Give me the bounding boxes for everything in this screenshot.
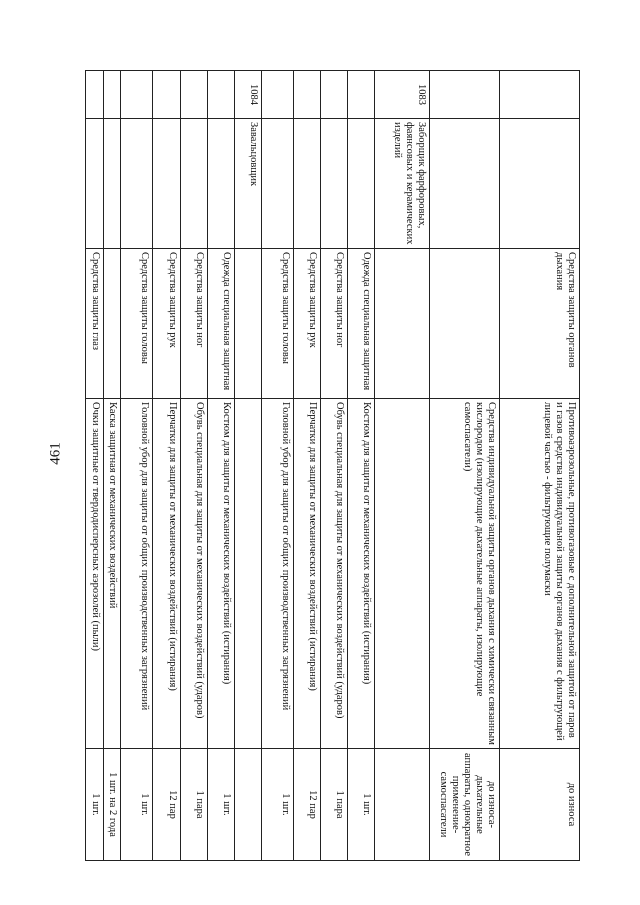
row-number-cell (104, 71, 121, 119)
ppe-type-cell: Средства защиты рук (294, 249, 321, 399)
issue-quantity-cell: 1 шт. (262, 749, 294, 861)
table-row (153, 71, 181, 861)
ppe-type-cell: Средства защиты ног (181, 249, 208, 399)
table-row (321, 71, 348, 861)
issue-quantity-cell: до износа- дыхательные аппараты, однократное применение- самоспасатели (430, 749, 500, 861)
ppe-norm-cell: Обувь специальная для защиты от механических воздействий (ударов) (181, 399, 208, 749)
row-number-cell: 1084 (235, 71, 262, 119)
table-row (208, 71, 235, 861)
issue-quantity-cell: 1 шт. (86, 749, 104, 861)
issue-quantity-cell (235, 749, 262, 861)
row-number-cell (262, 71, 294, 119)
row-number-cell (153, 71, 181, 119)
ppe-type-cell: Средства защиты головы (262, 249, 294, 399)
ppe-type-cell: Средства защиты рук (153, 249, 181, 399)
row-number-cell: 1083 (375, 71, 430, 119)
issue-quantity-cell: 12 пар (294, 749, 321, 861)
table-row (181, 71, 208, 861)
issue-quantity-cell: 1 пара (181, 749, 208, 861)
issue-quantity-cell: 1 пара (321, 749, 348, 861)
rotated-table-wrapper (80, 70, 580, 860)
profession-cell (348, 119, 375, 249)
table-row (375, 71, 430, 861)
ppe-norms-table (85, 70, 580, 861)
table-row (235, 71, 262, 861)
ppe-norm-cell (235, 399, 262, 749)
profession-cell (121, 119, 153, 249)
profession-cell (262, 119, 294, 249)
profession-cell (294, 119, 321, 249)
row-number-cell (208, 71, 235, 119)
ppe-type-cell (430, 249, 500, 399)
profession-cell: Заборщик фарфоровых, фаянсовых и керамических изделий (375, 119, 430, 249)
table-row (294, 71, 321, 861)
row-number-cell (430, 71, 500, 119)
table-row (262, 71, 294, 861)
ppe-type-cell: Одежда специальная защитная (208, 249, 235, 399)
profession-cell (86, 119, 104, 249)
table-row (348, 71, 375, 861)
row-number-cell (121, 71, 153, 119)
row-number-cell (321, 71, 348, 119)
ppe-norm-cell: Противоаэрозольные, противогазовые с дополнительной защитой от паров и газов средства индивидуальной защиты органов дыхания с фильтрующей лицевой частью - фильтрующие полумаски (500, 399, 580, 749)
ppe-norm-cell: Головной убор для защиты от общих производственных загрязнений (262, 399, 294, 749)
issue-quantity-cell: 1 шт. (348, 749, 375, 861)
ppe-norm-cell: Перчатки для защиты от механических воздействий (истирания) (294, 399, 321, 749)
ppe-type-cell (235, 249, 262, 399)
ppe-type-cell: Средства защиты ног (321, 249, 348, 399)
ppe-norm-cell: Перчатки для защиты от механических воздействий (истирания) (153, 399, 181, 749)
table-row (500, 71, 580, 861)
page-number: 461 (47, 442, 64, 465)
row-number-cell (500, 71, 580, 119)
table-row (104, 71, 121, 861)
ppe-norm-cell: Очки защитные от твердодисперсных аэрозолей (пыли) (86, 399, 104, 749)
ppe-type-cell (104, 249, 121, 399)
ppe-norm-cell: Костюм для защиты от механических воздействий (истирания) (348, 399, 375, 749)
issue-quantity-cell: 12 пар (153, 749, 181, 861)
issue-quantity-cell: 1 шт. (208, 749, 235, 861)
ppe-type-cell: Средства защиты органов дыхания (500, 249, 580, 399)
issue-quantity-cell: до износа (500, 749, 580, 861)
table-row (121, 71, 153, 861)
table-row (86, 71, 104, 861)
ppe-type-cell: Средства защиты глаз (86, 249, 104, 399)
issue-quantity-cell: 1 шт. на 2 года (104, 749, 121, 861)
issue-quantity-cell (375, 749, 430, 861)
profession-cell (153, 119, 181, 249)
profession-cell (181, 119, 208, 249)
ppe-type-cell (375, 249, 430, 399)
profession-cell (208, 119, 235, 249)
profession-cell: Завальцовщик (235, 119, 262, 249)
ppe-type-cell: Одежда специальная защитная (348, 249, 375, 399)
profession-cell (430, 119, 500, 249)
row-number-cell (348, 71, 375, 119)
profession-cell (104, 119, 121, 249)
ppe-norm-cell: Обувь специальная для защиты от механических воздействий (ударов) (321, 399, 348, 749)
ppe-norm-cell: Средства индивидуальной защиты органов дыхания с химически связанным кислородом (изолирующие дыхательные аппараты, изолирующие самоспасатели) (430, 399, 500, 749)
ppe-norm-cell: Каска защитная от механических воздействий (104, 399, 121, 749)
profession-cell (500, 119, 580, 249)
ppe-norm-cell: Костюм для защиты от механических воздействий (истирания) (208, 399, 235, 749)
row-number-cell (294, 71, 321, 119)
ppe-type-cell: Средства защиты головы (121, 249, 153, 399)
profession-cell (321, 119, 348, 249)
table-row (430, 71, 500, 861)
ppe-norm-cell: Головной убор для защиты от общих производственных загрязнений (121, 399, 153, 749)
row-number-cell (86, 71, 104, 119)
issue-quantity-cell: 1 шт. (121, 749, 153, 861)
ppe-norm-cell (375, 399, 430, 749)
row-number-cell (181, 71, 208, 119)
